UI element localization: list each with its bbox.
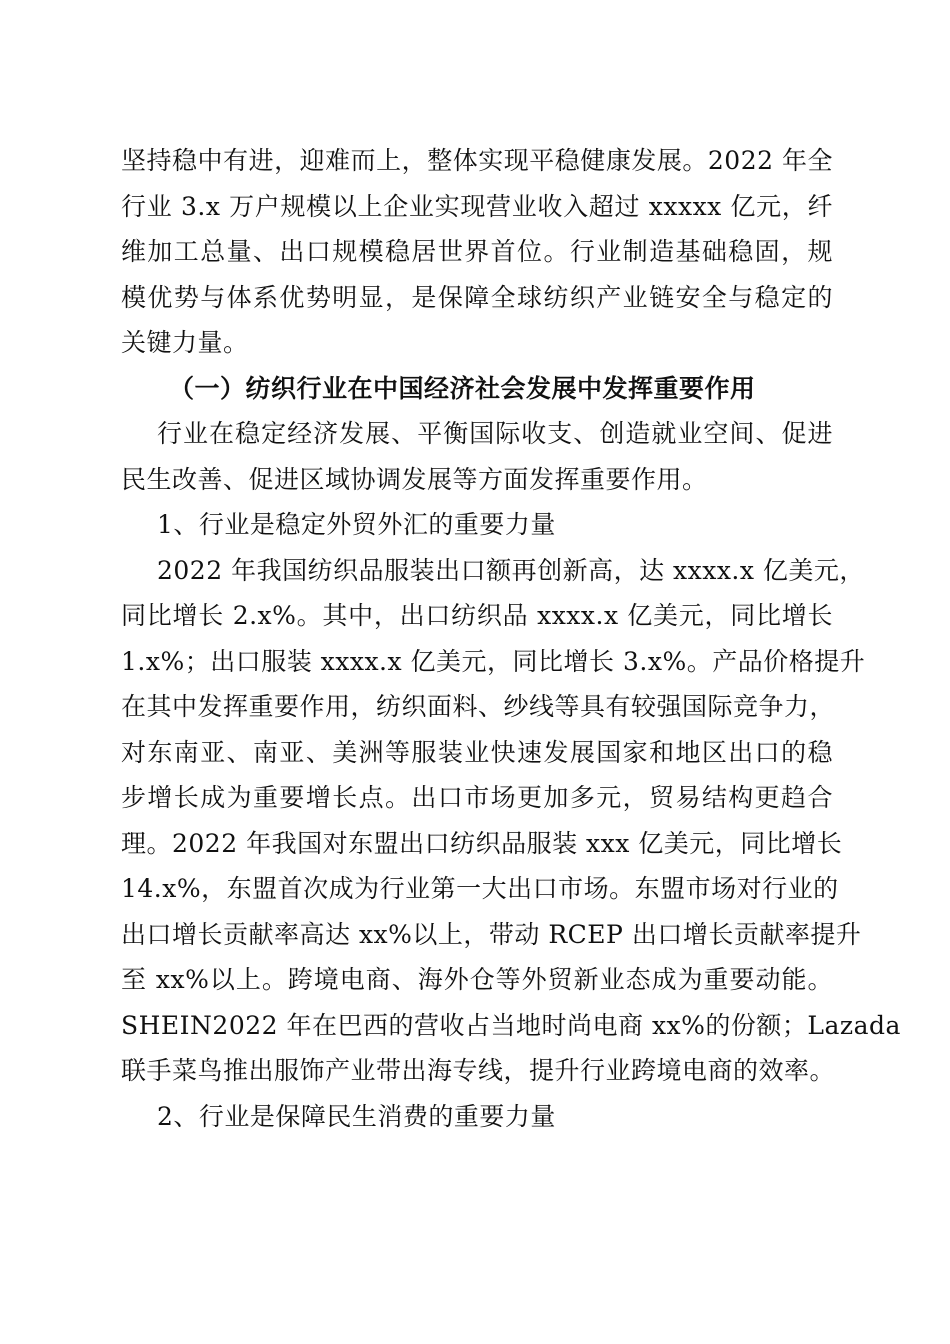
paragraph-line: 在其中发挥重要作用，纺织面料、纱线等具有较强国际竞争力， <box>121 692 836 721</box>
paragraph-line: 2022 年我国纺织品服装出口额再创新高，达 xxxx.x 亿美元， <box>157 555 865 585</box>
paragraph-line: 行业 3.x 万户规模以上企业实现营业收入超过 xxxxx 亿元，纤 <box>121 191 833 221</box>
paragraph-1 <box>121 138 833 366</box>
paragraph-line: 至 xx%以上。跨境电商、海外仓等外贸新业态成为重要动能。 <box>121 965 833 994</box>
paragraph-line: 维加工总量、出口规模稳居世界首位。行业制造基础稳固，规 <box>121 237 833 266</box>
paragraph-2 <box>121 411 833 502</box>
subheading-1: 1、行业是稳定外贸外汇的重要力量 <box>157 510 556 539</box>
paragraph-line: 坚持稳中有进，迎难而上，整体实现平稳健康发展。2022 年全 <box>121 146 833 175</box>
paragraph-line: 步增长成为重要增长点。出口市场更加多元，贸易结构更趋合 <box>121 783 833 812</box>
paragraph-line: 关键力量。 <box>121 328 249 357</box>
paragraph-line: 民生改善、促进区域协调发展等方面发挥重要作用。 <box>121 464 708 494</box>
paragraph-line: 对东南亚、南亚、美洲等服装业快速发展国家和地区出口的稳 <box>121 737 833 767</box>
subheading-2: 2、行业是保障民生消费的重要力量 <box>157 1101 556 1131</box>
paragraph-line: 理。2022 年我国对东盟出口纺织品服装 xxx 亿美元，同比增长 <box>121 828 843 858</box>
paragraph-line: SHEIN2022 年在巴西的营收占当地时尚电商 xx%的份额；Lazada <box>121 1010 901 1040</box>
paragraph-line: 1.x%；出口服装 xxxx.x 亿美元，同比增长 3.x%。产品价格提升 <box>121 646 866 676</box>
paragraph-line: 模优势与体系优势明显，是保障全球纺织产业链安全与稳定的 <box>121 282 833 312</box>
paragraph-3 <box>121 548 901 1094</box>
paragraph-line: 出口增长贡献率高达 xx%以上，带动 RCEP 出口增长贡献率提升 <box>121 919 862 949</box>
paragraph-line: 行业在稳定经济发展、平衡国际收支、创造就业空间、促进 <box>157 419 833 448</box>
paragraph-line: 14.x%，东盟首次成为行业第一大出口市场。东盟市场对行业的 <box>121 874 839 903</box>
paragraph-line: 联手菜鸟推出服饰产业带出海专线，提升行业跨境电商的效率。 <box>121 1056 836 1085</box>
document-body <box>121 138 901 1139</box>
paragraph-line: 同比增长 2.x%。其中，出口纺织品 xxxx.x 亿美元，同比增长 <box>121 601 833 630</box>
section-heading: （一）纺织行业在中国经济社会发展中发挥重要作用 <box>169 373 756 403</box>
